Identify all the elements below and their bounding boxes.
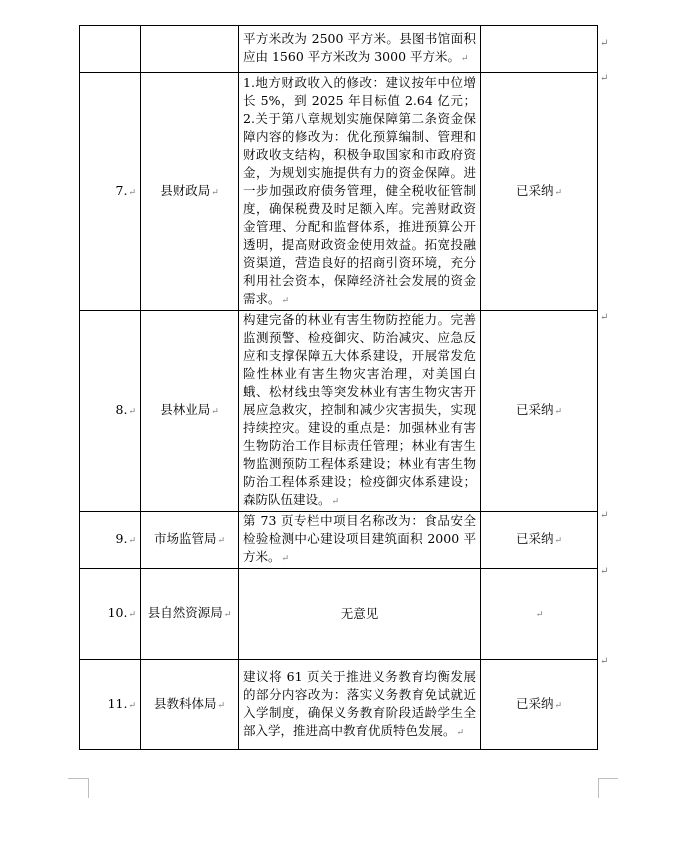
unit-name: 县财政局 [160,182,211,198]
paragraph-mark-icon: ↵ [554,407,563,417]
crop-mark [598,778,618,779]
crop-mark [88,778,89,798]
status-text: 已采纳 [515,531,554,546]
content-text: 无意见 [340,606,379,621]
row-number: 11. [107,695,128,711]
paragraph-mark-icon: ↵ [535,610,544,620]
content-cell [239,660,481,750]
unit-cell [141,660,239,750]
content-text: 构建完备的林业有害生物防控能力。完善监测预警、检疫御灾、防治减灾、应急反应和支撑保障五大体系建设，开展常发危险性林业有害生物灾害治理，对美国白蛾、松材线虫等突发林业有害生物灾害开展应急救灾，控制和减少灾害损失，实现持续控灾。建设的重点是：加强林业有害生物防治工作目标责任管理；林业有害生物监测预防工程体系建设；林业有害生物防治工程体系建设；检疫御灾体系建设；森防队伍建设。 [243,312,476,507]
status-cell [481,512,598,569]
content-cell [239,569,481,660]
row-end-mark-icon: ↵ [600,510,609,521]
paragraph-mark-icon: ↵ [217,700,226,711]
status-cell [481,73,598,311]
row-number-cell [80,73,141,311]
table-row [80,26,598,73]
unit-name: 市场监管局 [153,531,217,546]
paragraph-mark-icon: ↵ [554,700,563,711]
opinions-table [79,25,598,750]
unit-name: 县林业局 [160,402,211,417]
paragraph-mark-icon: ↵ [554,187,563,198]
status-cell [481,660,598,750]
row-number: 7. [115,182,128,198]
row-number-cell [80,660,141,750]
status-cell [481,26,598,73]
content-text: 1.地方财政收入的修改：建议按年中位增长 5%，到 2025 年目标值 2.64 亿元；2.关于第八章规划实施保障第二条资金保障内容的修改为：优化预算编制、管理和财政收支结构，积极争取国家和市政府资金，为规划实施提供有力的资金保障。进一步加强政府债务管理，健全税收征管制度，确保税费及时足额入库。完善财政资金管理、分配和监督体系，推进预算公开透明，提高财政资金使用效益。拓宽投融资渠道，营造良好的招商引资环境，充分利用社会资本，保障经济社会发展的资金需求。 [243,74,476,306]
unit-name: 县教科体局 [153,695,217,711]
paragraph-mark-icon: ↵ [128,407,136,417]
row-number-cell [80,311,141,512]
row-number-cell [80,512,141,569]
table-row [80,660,598,750]
row-number: 9. [115,531,128,546]
content-text: 建议将 61 页关于推进义务教育均衡发展的部分内容改为：落实义务教育免试就近入学制度，确保义务教育阶段适龄学生全部入学，推进高中教育优质特色发展。 [243,668,476,738]
content-cell [239,512,481,569]
table-row [80,569,598,660]
status-text: 已采纳 [515,402,554,417]
crop-mark [68,778,88,779]
unit-name: 县自然资源局 [147,605,223,620]
paragraph-mark-icon: ↵ [456,727,465,738]
content-text: 平方米改为 2500 平方米。县图书馆面积应由 1560 平方米改为 3000 平方米。 [243,31,476,64]
paragraph-mark-icon: ↵ [128,610,136,620]
row-number: 8. [115,402,128,417]
paragraph-mark-icon: ↵ [211,407,219,417]
paragraph-mark-icon: ↵ [281,295,290,306]
unit-cell [141,73,239,311]
row-number: 10. [107,605,128,620]
status-text: 已采纳 [515,182,554,198]
table-row [80,73,598,311]
row-end-mark-icon: ↵ [600,73,609,84]
row-end-mark-icon: ↵ [600,38,609,49]
row-end-mark-icon: ↵ [600,566,609,577]
crop-mark [598,778,599,798]
paragraph-mark-icon: ↵ [128,700,136,711]
content-cell [239,26,481,73]
status-text: 已采纳 [515,695,554,711]
unit-cell [141,26,239,73]
paragraph-mark-icon: ↵ [331,497,340,507]
row-number-cell [80,569,141,660]
content-cell [239,73,481,311]
paragraph-mark-icon: ↵ [128,187,136,198]
paragraph-mark-icon: ↵ [554,536,563,546]
unit-cell [141,569,239,660]
paragraph-mark-icon: ↵ [223,610,232,620]
content-cell [239,311,481,512]
table-row [80,512,598,569]
unit-cell [141,311,239,512]
status-cell [481,311,598,512]
paragraph-mark-icon: ↵ [461,54,469,64]
paragraph-mark-icon: ↵ [211,187,219,198]
row-end-mark-icon: ↵ [600,656,609,667]
content-text: 第 73 页专栏中项目名称改为：食品安全检验检测中心建设项目建筑面积 2000 平方米。 [243,513,476,564]
row-end-mark-icon: ↵ [600,312,609,323]
unit-cell [141,512,239,569]
table-row [80,311,598,512]
paragraph-mark-icon: ↵ [128,536,136,546]
paragraph-mark-icon: ↵ [281,554,290,564]
paragraph-mark-icon: ↵ [217,536,226,546]
status-cell [481,569,598,660]
row-number-cell [80,26,141,73]
